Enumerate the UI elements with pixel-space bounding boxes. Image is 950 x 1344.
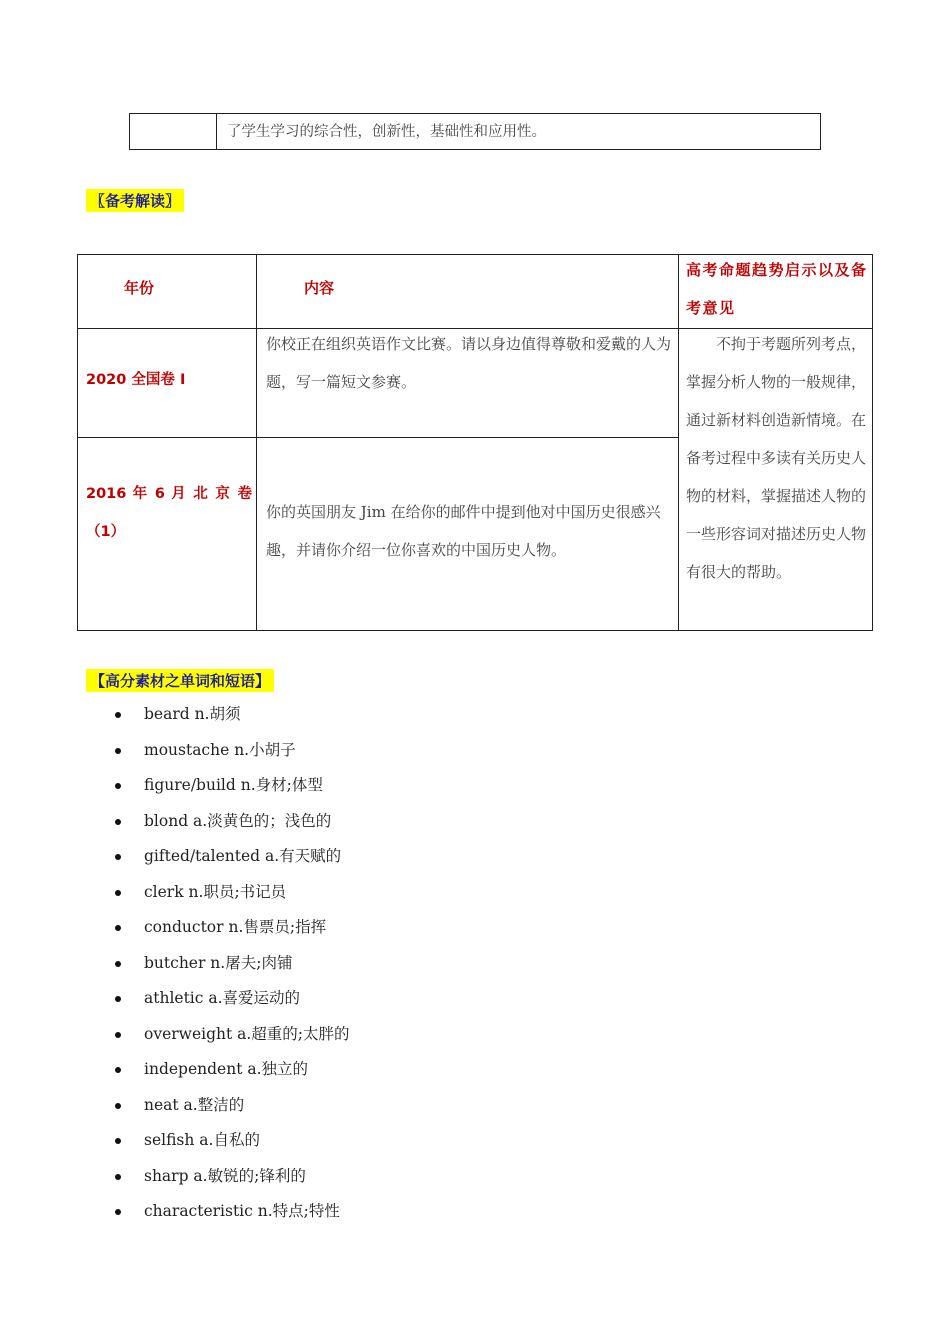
- col-divider: [256, 255, 257, 630]
- col-divider: [678, 255, 679, 630]
- list-item: conductor n.售票员;指挥: [108, 910, 350, 946]
- row1-content: 你校正在组织英语作文比赛。请以身边值得尊敬和爱戴的人为题，写一篇短文参赛。: [266, 335, 672, 391]
- list-item: beard n.胡须: [108, 697, 350, 733]
- row2-year: 2016 年 6 月 北 京 卷（1）: [86, 486, 252, 540]
- list-item: sharp a.敏锐的;锋利的: [108, 1159, 350, 1195]
- section-heading-vocab: 【高分素材之单词和短语】: [86, 669, 274, 692]
- row-divider: [78, 437, 678, 438]
- intro-table: [129, 113, 821, 150]
- list-item: butcher n.屠夫;肉铺: [108, 946, 350, 982]
- list-item: blond a.淡黄色的；浅色的: [108, 804, 350, 840]
- advice-text: 不拘于考题所列考点，掌握分析人物的一般规律，通过新材料创造新情境。在备考过程中多读有关历史人物的材料，掌握描述人物的一些形容词对描述历史人物有很大的帮助。: [686, 335, 867, 581]
- list-item: figure/build n.身材;体型: [108, 768, 350, 804]
- vocab-list: [108, 697, 350, 1230]
- list-item: moustache n.小胡子: [108, 733, 350, 769]
- list-item: gifted/talented a.有天赋的: [108, 839, 350, 875]
- row2-content: 你的英国朋友 Jim 在给你的邮件中提到他对中国历史很感兴趣，并请你介绍一位你喜欢的中国历史人物。: [266, 503, 661, 559]
- list-item: selfish a.自私的: [108, 1123, 350, 1159]
- list-item: overweight a.超重的;太胖的: [108, 1017, 350, 1053]
- section-heading-exam-analysis: 〖备考解读〗: [86, 189, 184, 212]
- header-trend: 高考命题趋势启示以及备考意见: [686, 261, 868, 317]
- intro-table-empty-cell: [130, 114, 217, 149]
- intro-table-text: 了学生学习的综合性，创新性，基础性和应用性。: [227, 124, 546, 140]
- list-item: neat a.整洁的: [108, 1088, 350, 1124]
- header-content: 内容: [304, 279, 335, 297]
- row1-year: 2020 全国卷 I: [86, 372, 186, 388]
- list-item: characteristic n.特点;特性: [108, 1194, 350, 1230]
- list-item: independent a.独立的: [108, 1052, 350, 1088]
- list-item: athletic a.喜爱运动的: [108, 981, 350, 1017]
- list-item: clerk n.职员;书记员: [108, 875, 350, 911]
- header-year: 年份: [124, 279, 155, 297]
- exam-table: [77, 254, 873, 631]
